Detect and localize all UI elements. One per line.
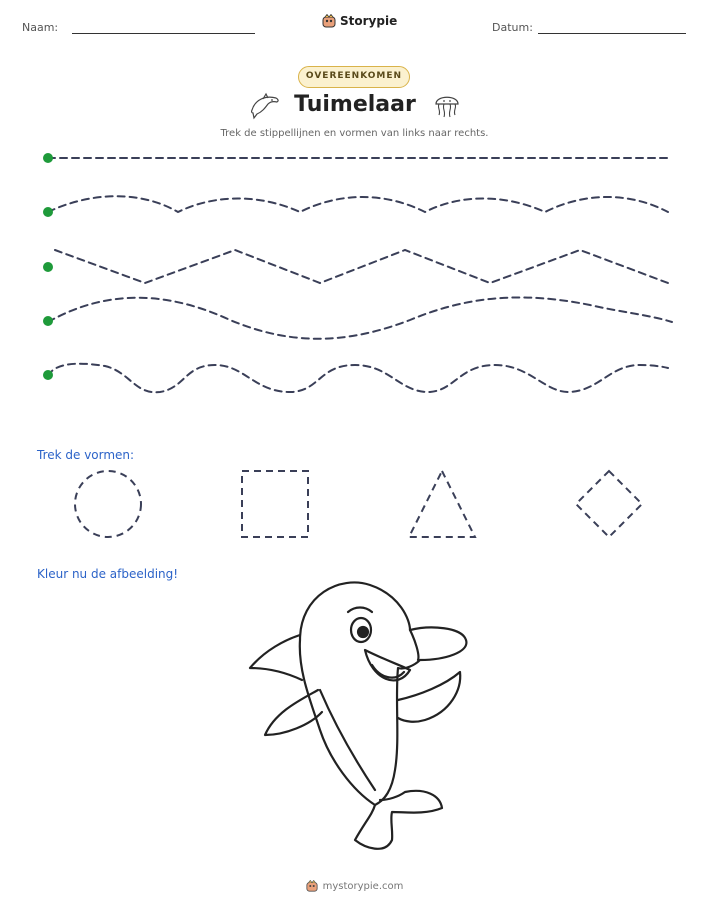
tracing-line-zigzag [55, 250, 668, 283]
start-dot [43, 262, 53, 272]
start-dot [43, 153, 53, 163]
shape-diamond [576, 471, 642, 537]
storypie-mascot-icon [322, 14, 336, 28]
shape-triangle [409, 471, 475, 537]
tracing-line-wave [48, 297, 672, 338]
footer [0, 880, 709, 892]
name-field[interactable] [72, 33, 255, 34]
brand-logo [322, 14, 397, 28]
tracing-line-bumpy-wave [48, 364, 668, 393]
category-badge: OVEREENKOMEN [298, 66, 410, 88]
page-title: Tuimelaar [294, 92, 416, 117]
instructions: Trek de stippellijnen en vormen van links naar rechts. [220, 128, 489, 139]
shape-circle [75, 471, 141, 537]
tracing-shapes [0, 460, 709, 550]
coloring-label: Kleur nu de afbeelding! [37, 567, 179, 581]
name-label: Naam: [22, 21, 59, 34]
start-dot [43, 207, 53, 217]
brand-name: Storypie [340, 14, 398, 28]
tracing-line-gentle-wave [48, 196, 668, 212]
storypie-mascot-icon [306, 880, 318, 892]
start-dot [43, 370, 53, 380]
date-label: Datum: [492, 21, 533, 34]
shape-square [242, 471, 308, 537]
jellyfish-icon [432, 92, 462, 120]
dolphin-coloring-image [240, 570, 470, 865]
start-dot [43, 316, 53, 326]
footer-url[interactable]: mystorypie.com [322, 880, 404, 892]
date-field[interactable] [538, 33, 686, 34]
tracing-lines [0, 140, 709, 400]
shapes-label: Trek de vormen: [37, 448, 135, 462]
dolphin-icon [249, 90, 281, 120]
